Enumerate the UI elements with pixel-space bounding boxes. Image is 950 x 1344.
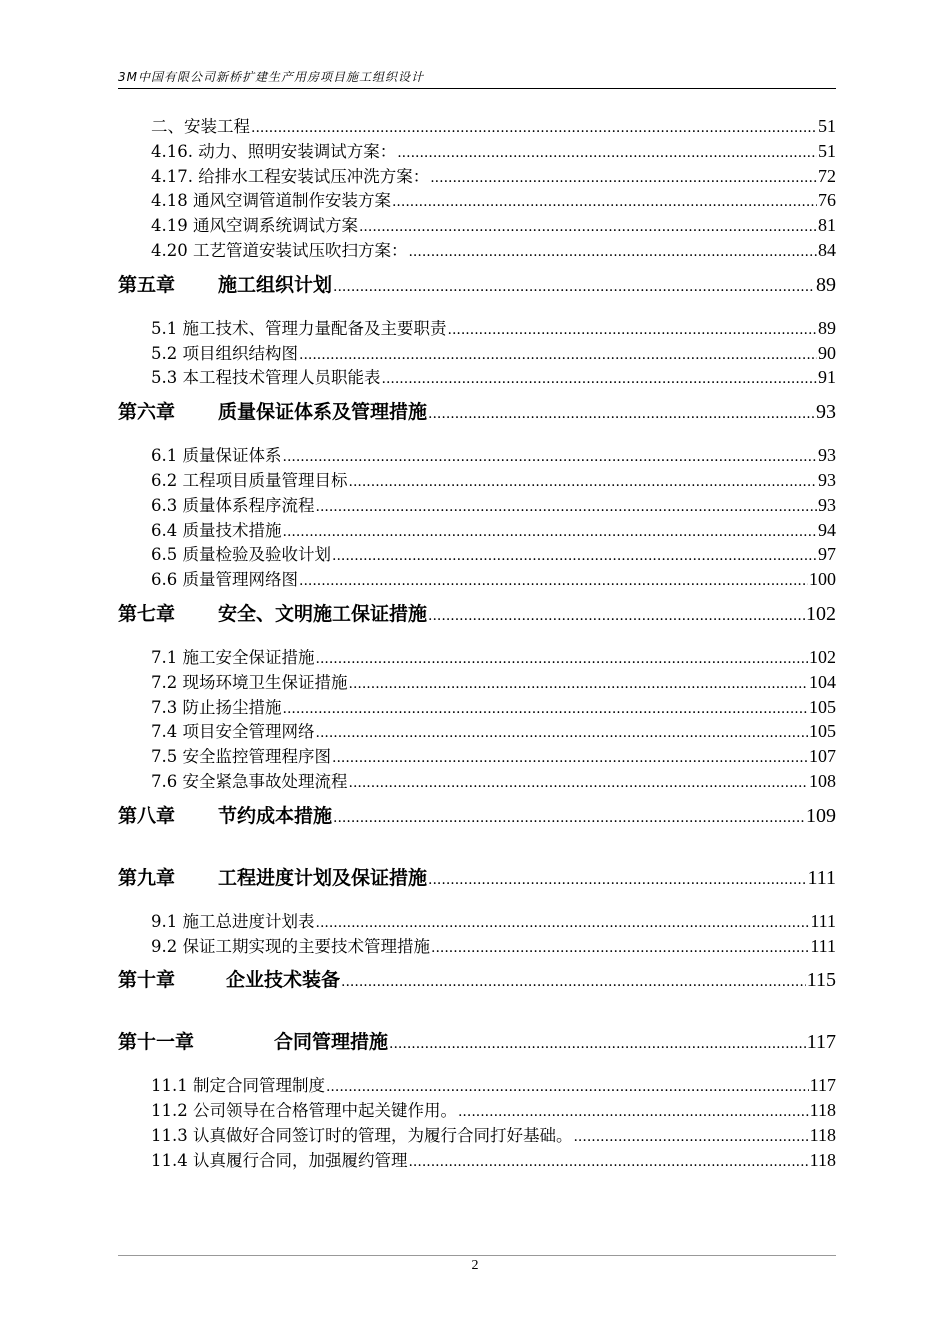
toc-entry[interactable] [118,542,836,567]
toc-chapter[interactable] [118,964,836,996]
toc-entry-title: 6.5 质量检验及验收计划 [151,545,331,565]
chapter-number: 第六章 [118,401,176,424]
toc-entry-title: 9.1 施工总进度计划表 [151,911,315,931]
toc-leader [299,569,808,594]
toc-entry-title: 11.3 认真做好合同签订时的管理，为履行合同打好基础。 [151,1125,573,1145]
toc-leader [316,495,818,520]
toc-entry-title: 4.20 工艺管道安装试压吹扫方案： [151,240,408,260]
page-header [118,66,836,89]
toc-entry-title: 二、安装工程 [151,117,250,136]
toc-entry[interactable] [118,1073,836,1098]
toc-entry[interactable] [118,164,836,189]
toc-entry[interactable] [118,769,836,794]
toc-chapter-page: 93 [816,401,836,424]
toc-entry-page: 108 [809,770,836,791]
toc-entry[interactable] [118,238,836,263]
header-title: 3M中国有限公司新桥扩建生产用房项目施工组织设计 [118,70,424,84]
toc-chapter-page: 102 [806,602,836,625]
toc-entry-title: 11.4 认真履行合同，加强履约管理 [151,1150,408,1170]
toc-leader [283,445,818,470]
toc-entry-title: 9.2 保证工期实现的主要技术管理措施 [151,936,430,956]
toc-entry-page: 81 [818,215,836,236]
chapter-number: 第九章 [118,866,176,889]
toc-entry-title: 4.18 通风空调管道制作安装方案 [151,191,391,211]
toc-entry-title: 6.1 质量保证体系 [151,446,282,466]
toc-chapter-page: 89 [816,273,836,296]
chapter-number: 第七章 [118,602,176,625]
toc-entry[interactable] [118,518,836,543]
toc-entry-title: 6.2 工程项目质量管理目标 [151,470,348,490]
toc-entry-page: 51 [818,140,836,161]
chapter-number: 第十一章 [118,1031,195,1054]
toc-entry-page: 117 [809,1075,836,1096]
toc-entry[interactable] [118,1098,836,1123]
toc-entry[interactable] [118,139,836,164]
toc-leader [299,343,817,368]
toc-entry[interactable] [118,365,836,390]
toc-entry[interactable] [118,645,836,670]
toc-leader [430,166,817,191]
toc-leader [326,1075,809,1100]
toc-entry-title: 11.1 制定合同管理制度 [151,1076,325,1096]
toc-entry-page: 91 [818,367,836,388]
toc-leader [333,271,815,303]
toc-entry-title: 5.2 项目组织结构图 [151,343,298,363]
toc-leader [428,398,815,430]
toc-entry[interactable] [118,670,836,695]
chapter-name: 安全、文明施工保证措施 [218,602,428,625]
toc-entry-title: 7.1 施工安全保证措施 [151,647,315,667]
toc-entry[interactable] [118,341,836,366]
chapter-number: 第五章 [118,273,176,296]
toc-entry-title: 6.6 质量管理网络图 [151,570,298,590]
toc-entry-page: 76 [818,190,836,211]
table-of-contents [118,114,836,1173]
toc-chapter[interactable] [118,1026,836,1058]
toc-chapter[interactable] [118,269,836,301]
toc-leader [397,141,817,166]
toc-entry[interactable] [118,567,836,592]
toc-leader [573,1125,808,1150]
toc-entry-title: 5.1 施工技术、管理力量配备及主要职责 [151,318,447,338]
toc-entry-title: 5.3 本工程技术管理人员职能表 [151,368,381,388]
toc-entry[interactable] [118,909,836,934]
toc-leader [428,864,806,896]
toc-entry-page: 107 [809,746,836,767]
toc-leader [316,911,810,936]
toc-chapter-page: 111 [807,866,836,889]
toc-entry[interactable] [118,316,836,341]
page-number: 2 [471,1258,479,1273]
toc-chapter[interactable] [118,396,836,428]
toc-entry-title: 7.2 现场环境卫生保证措施 [151,672,348,692]
toc-entry[interactable] [118,493,836,518]
toc-entry-title: 4.19 通风空调系统调试方案 [151,216,358,236]
toc-leader [392,190,817,215]
toc-entry-page: 100 [809,569,836,590]
chapter-name: 企业技术装备 [226,969,341,992]
toc-entry-page: 97 [818,544,836,565]
toc-leader [349,771,809,796]
toc-leader [349,470,818,495]
toc-entry-title: 7.3 防止扬尘措施 [151,697,282,717]
toc-leader [332,746,808,771]
toc-entry-title: 6.4 质量技术措施 [151,520,282,540]
toc-entry-page: 93 [818,494,836,515]
toc-entry-page: 93 [818,469,836,490]
toc-leader [333,802,805,834]
chapter-name: 合同管理措施 [274,1031,389,1054]
toc-entry[interactable] [118,695,836,720]
toc-entry-page: 102 [809,646,836,667]
toc-chapter-page: 115 [806,969,836,992]
toc-chapter[interactable] [118,800,836,832]
toc-entry-page: 84 [818,239,836,260]
toc-entry-page: 118 [809,1124,836,1145]
toc-leader [408,240,817,265]
toc-entry-page: 94 [818,519,836,540]
toc-entry-title: 4.16. 动力、照明安装调试方案： [151,141,397,161]
toc-chapter-page: 109 [806,804,836,827]
toc-entry[interactable] [118,744,836,769]
chapter-name: 施工组织计划 [218,273,333,296]
chapter-name: 质量保证体系及管理措施 [218,401,428,424]
chapter-name: 工程进度计划及保证措施 [218,866,428,889]
toc-leader [431,936,809,961]
toc-entry[interactable] [118,934,836,959]
toc-entry-page: 93 [818,445,836,466]
toc-leader [448,318,818,343]
toc-entry-title: 7.5 安全监控管理程序图 [151,747,331,767]
chapter-name: 节约成本措施 [218,804,333,827]
footer-divider [118,1255,836,1256]
toc-entry[interactable] [118,213,836,238]
toc-leader [408,1150,808,1175]
toc-entry-title: 7.4 项目安全管理网络 [151,722,315,742]
toc-entry-page: 72 [818,165,836,186]
toc-entry[interactable] [118,188,836,213]
toc-entry-page: 104 [809,671,836,692]
toc-leader [341,966,806,998]
toc-entry[interactable] [118,114,836,139]
toc-entry[interactable] [118,468,836,493]
toc-leader [316,647,809,672]
toc-leader [359,215,817,240]
toc-chapter[interactable] [118,598,836,630]
toc-entry-title: 6.3 质量体系程序流程 [151,495,315,515]
chapter-number: 第八章 [118,804,176,827]
toc-leader [389,1028,806,1060]
toc-leader [428,600,805,632]
toc-leader [283,697,809,722]
toc-chapter[interactable] [118,862,836,894]
toc-entry-page: 89 [818,317,836,338]
toc-entry[interactable] [118,719,836,744]
toc-leader [458,1100,809,1125]
chapter-number: 第十章 [118,969,176,992]
toc-entry[interactable] [118,443,836,468]
toc-entry-page: 105 [809,696,836,717]
toc-entry[interactable] [118,1123,836,1148]
toc-chapter-page: 117 [806,1031,836,1054]
toc-leader [283,520,818,545]
toc-leader [316,721,809,746]
toc-leader [251,116,817,141]
toc-entry-page: 111 [810,910,836,931]
toc-entry-page: 118 [809,1149,836,1170]
toc-entry-page: 90 [818,342,836,363]
toc-leader [382,367,818,392]
toc-leader [332,544,817,569]
toc-entry-title: 11.2 公司领导在合格管理中起关键作用。 [151,1101,457,1121]
toc-leader [349,672,809,697]
toc-entry-title: 4.17. 给排水工程安装试压冲洗方案： [151,166,430,186]
toc-entry-page: 118 [809,1100,836,1121]
toc-entry-page: 51 [818,116,836,136]
toc-entry[interactable] [118,1148,836,1173]
toc-entry-page: 105 [809,721,836,742]
toc-entry-page: 111 [810,935,836,956]
toc-entry-title: 7.6 安全紧急事故处理流程 [151,771,348,791]
